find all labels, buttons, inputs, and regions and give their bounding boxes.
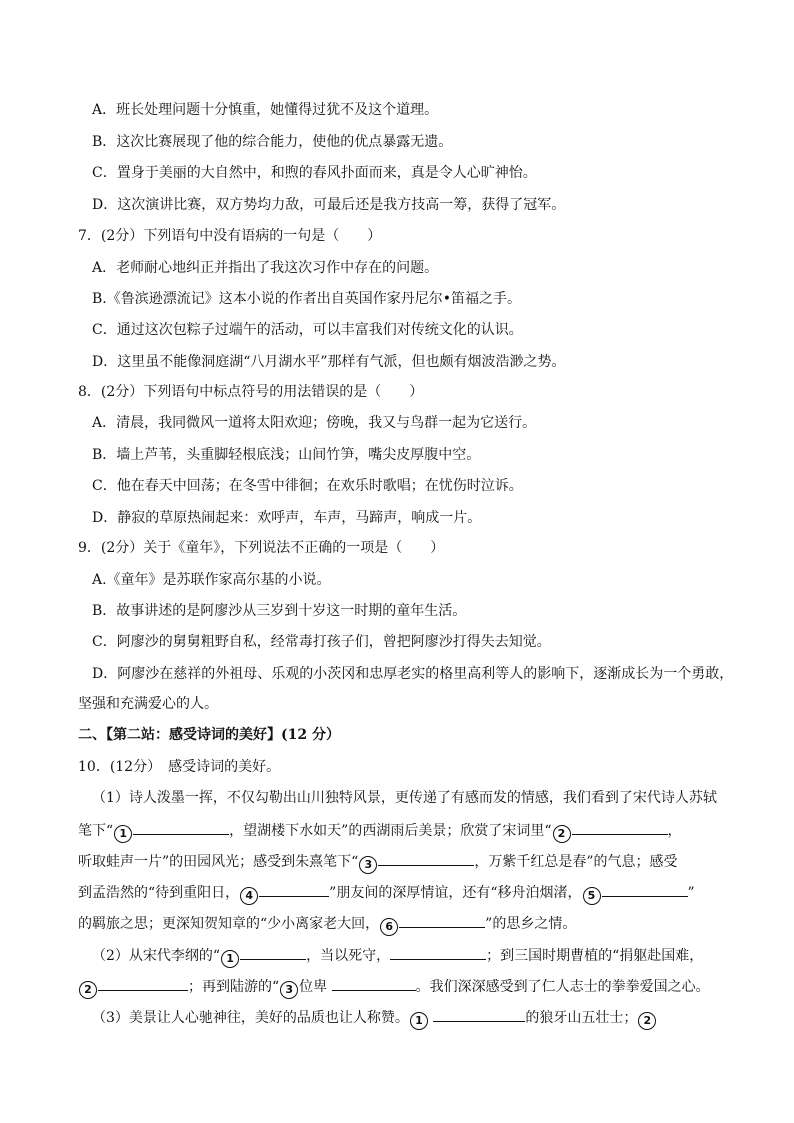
text: ，望湖楼下水如天”的西湖雨后美景；欣赏了宋词里“ xyxy=(229,823,552,839)
q9-option-c: C．阿廖沙的舅舅粗野自私，经常毒打孩子们，曾把阿廖沙打得失去知觉。 xyxy=(92,634,551,650)
q6-option-a: A．班长处理问题十分慎重，她懂得过犹不及这个道理。 xyxy=(92,102,439,118)
text: ；再到陆游的“ xyxy=(188,979,280,995)
q7-option-c: C．通过这次包粽子过端午的活动，可以丰富我们对传统文化的认识。 xyxy=(92,322,523,338)
circled-number-3: 3 xyxy=(359,856,377,874)
q8-option-d: D．静寂的草原热闹起来：欢呼声，车声，马蹄声，响成一片。 xyxy=(92,510,482,526)
circled-number-2: 2 xyxy=(79,981,97,999)
text: ” xyxy=(687,885,695,901)
q6-option-c: C．置身于美丽的大自然中，和煦的春风扑面而来，真是令人心旷神怡。 xyxy=(92,165,537,181)
q10-p1-line5 xyxy=(78,913,576,936)
text: 的羁旅之思；更深知贺知章的“少小离家老大回， xyxy=(78,916,380,932)
q9-option-d-continued: 坚强和充满爱心的人。 xyxy=(78,696,218,712)
section-2-title: 二、【第二站：感受诗词的美好】(12 分） xyxy=(78,727,340,743)
q8-option-b: B．墙上芦苇，头重脚轻根底浅；山间竹笋，嘴尖皮厚腹中空。 xyxy=(92,447,481,463)
text: （2）从宋代李纲的“ xyxy=(92,948,221,964)
q10-p1-line4 xyxy=(78,882,695,905)
circled-number-1: 1 xyxy=(114,825,132,843)
blank-p2-1[interactable] xyxy=(240,945,306,960)
text: 位卑 xyxy=(299,979,328,995)
circled-number-2: 2 xyxy=(638,1012,656,1030)
circled-number-4: 4 xyxy=(240,887,258,905)
blank-3[interactable] xyxy=(378,851,474,866)
q10-p2-line1 xyxy=(92,945,703,968)
q8-option-c: C．他在春天中回荡；在冬雪中徘徊；在欢乐时歌唱；在忧伤时泣诉。 xyxy=(92,478,523,494)
text: ， xyxy=(667,823,682,839)
q10-p2-line2 xyxy=(78,976,710,999)
q9-option-b: B．故事讲述的是阿廖沙从三岁到十岁这一时期的童年生活。 xyxy=(92,603,467,619)
blank-4[interactable] xyxy=(259,882,329,897)
text: 笔下“ xyxy=(78,823,114,839)
text: ”朋友间的深厚情谊，还有“移舟泊烟渚， xyxy=(329,885,582,901)
q7-option-a: A．老师耐心地纠正并指出了我这次习作中存在的问题。 xyxy=(92,260,439,276)
circled-number-6: 6 xyxy=(380,918,398,936)
circled-number-3: 3 xyxy=(280,981,298,999)
q10-stem: 10．(12分） 感受诗词的美好。 xyxy=(78,759,281,775)
blank-6[interactable] xyxy=(399,913,485,928)
circled-number-1: 1 xyxy=(410,1012,428,1030)
blank-1[interactable] xyxy=(133,820,229,835)
text: （3）美景让人心驰神往，美好的品质也让人称赞。 xyxy=(92,1010,409,1026)
q10-p1-line3 xyxy=(78,851,678,874)
text: 到孟浩然的“待到重阳日， xyxy=(78,885,240,901)
blank-p3-1[interactable] xyxy=(433,1007,525,1022)
text: ；到三国时期曹植的“捐躯赴国难， xyxy=(486,948,704,964)
blank-2[interactable] xyxy=(572,820,668,835)
q9-stem: 9．(2分）关于《童年》，下列说法不正确的一项是（ ） xyxy=(78,540,445,556)
q9-option-d: D．阿廖沙在慈祥的外祖母、乐观的小茨冈和忠厚老实的格里高利等人的影响下，逐渐成长为一个勇敢， xyxy=(92,666,734,682)
blank-p2-3[interactable] xyxy=(332,976,416,991)
text: 。我们深深感受到了仁人志士的拳拳爱国之心。 xyxy=(415,979,710,995)
blank-p2-2[interactable] xyxy=(98,976,188,991)
circled-number-5: 5 xyxy=(583,887,601,905)
blank-p2-1b[interactable] xyxy=(390,945,486,960)
q8-stem: 8．(2分）下列语句中标点符号的用法错误的是（ ） xyxy=(78,384,424,400)
blank-5[interactable] xyxy=(602,882,688,897)
text: 的狼牙山五壮士； xyxy=(525,1010,638,1026)
circled-number-1: 1 xyxy=(221,950,239,968)
q8-option-a: A．清晨，我同微风一道将太阳欢迎；傍晚，我又与鸟群一起为它送行。 xyxy=(92,415,537,431)
text: ，当以死守， xyxy=(306,948,391,964)
circled-number-2: 2 xyxy=(553,825,571,843)
q6-option-b: B．这次比赛展现了他的综合能力，使他的优点暴露无遗。 xyxy=(92,134,453,150)
q10-p1-line1: （1）诗人泼墨一挥，不仅勾勒出山川独特风景，更传递了有感而发的情感，我们看到了宋代诗人苏轼 xyxy=(92,790,717,806)
text: ，万紫千红总是春”的气息；感受 xyxy=(474,854,678,870)
q7-stem: 7．(2分）下列语句中没有语病的一句是（ ） xyxy=(78,228,382,244)
q10-p3-line1 xyxy=(92,1007,657,1030)
q7-option-d: D．这里虽不能像洞庭湖“八月湖水平”那样有气派，但也颇有烟波浩渺之势。 xyxy=(92,354,566,370)
q6-option-d: D．这次演讲比赛，双方势均力敌，可最后还是我方技高一筹，获得了冠军。 xyxy=(92,197,566,213)
text: 听取蛙声一片”的田园风光；感受到朱熹笔下“ xyxy=(78,854,359,870)
q10-p1-line2 xyxy=(78,820,682,843)
q9-option-a: A.《童年》是苏联作家高尔基的小说。 xyxy=(92,572,331,588)
text: ”的思乡之情。 xyxy=(485,916,577,932)
q7-option-b: B.《鲁滨逊漂流记》这本小说的作者出自英国作家丹尼尔•笛福之手。 xyxy=(92,291,521,307)
